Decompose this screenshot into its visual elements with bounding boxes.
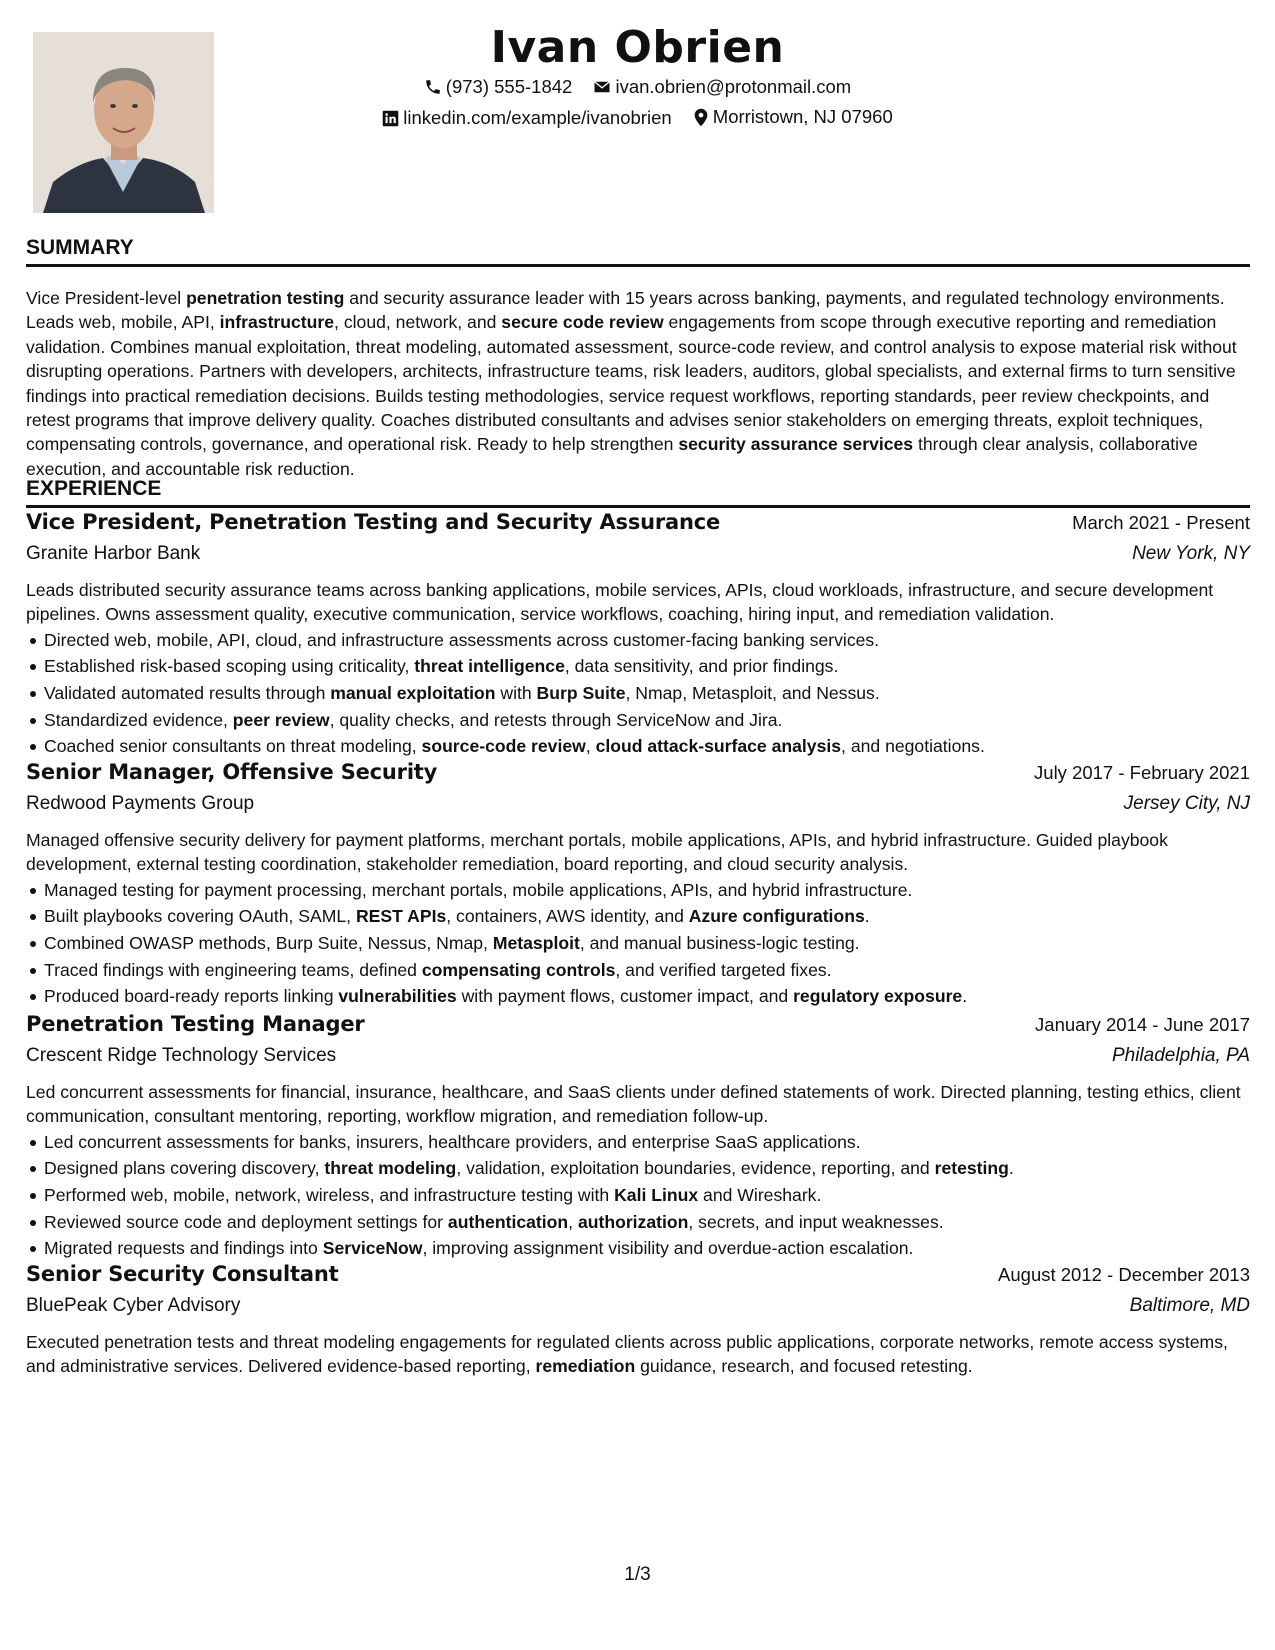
text-run: , quality checks, and retests through ServiceNow and Jira. <box>329 709 783 730</box>
job-title: Senior Security Consultant <box>26 1262 339 1286</box>
envelope-icon <box>593 78 611 96</box>
bullet-item <box>26 930 1250 957</box>
bold-keyword: secure code review <box>501 312 664 333</box>
text-run: , and negotiations. <box>841 736 985 757</box>
job-company: Crescent Ridge Technology Services <box>26 1045 337 1066</box>
bullet-item <box>26 903 1250 930</box>
bullet-item <box>26 1182 1250 1209</box>
job-dates: July 2017 - February 2021 <box>1034 762 1250 783</box>
job-company: BluePeak Cyber Advisory <box>26 1295 241 1316</box>
job-entry <box>26 760 1250 1010</box>
text-run: Established risk-based scoping using criticality, <box>44 656 415 677</box>
job-bullets <box>26 877 1250 1010</box>
job-bullets <box>26 627 1250 760</box>
linkedin-text: linkedin.com/example/ivanobrien <box>403 107 672 128</box>
job-header <box>26 510 1250 542</box>
job-company: Granite Harbor Bank <box>26 543 201 564</box>
text-run: Built playbooks covering OAuth, SAML, <box>44 906 356 927</box>
text-run: Executed penetration tests and threat modeling engagements for regulated clients across public applications, corporate networks, remote access systems, and administrative services. Delivered evidence-based reporting, <box>26 1332 1228 1377</box>
bold-keyword: penetration testing <box>186 288 345 308</box>
text-run: through clear analysis, collaborative execution, and accountable risk reduction. <box>26 434 1198 479</box>
text-run: Migrated requests and findings into <box>44 1238 323 1259</box>
text-run: Produced board-ready reports linking <box>44 986 339 1007</box>
page-number: 1/3 <box>624 1564 651 1585</box>
text-run: . <box>962 986 968 1007</box>
candidate-name: Ivan Obrien <box>490 22 785 73</box>
text-run: Designed plans covering discovery, <box>44 1158 325 1179</box>
text-run: Vice President-level <box>26 288 187 308</box>
phone-text: (973) 555-1842 <box>445 76 573 97</box>
bold-keyword: threat modeling <box>324 1158 457 1179</box>
job-location: New York, NY <box>1132 543 1250 564</box>
contact-line-2 <box>0 106 1275 132</box>
text-run: Managed testing for payment processing, merchant portals, mobile applications, APIs, and hybrid infrastructure. <box>44 879 913 900</box>
job-entry <box>26 1012 1250 1262</box>
job-entry <box>26 510 1250 760</box>
job-location: Jersey City, NJ <box>1123 793 1250 814</box>
job-title: Penetration Testing Manager <box>26 1012 365 1036</box>
bold-keyword: vulnerabilities <box>338 986 457 1007</box>
bold-keyword: manual exploitation <box>330 683 496 703</box>
text-run: Validated automated results through <box>44 683 331 703</box>
bold-keyword: remediation <box>535 1356 636 1377</box>
bullet-item <box>26 983 1250 1010</box>
bullet-item <box>26 1155 1250 1182</box>
text-run: , data sensitivity, and prior findings. <box>564 656 839 677</box>
text-run: and Wireshark. <box>698 1185 822 1205</box>
text-run: , secrets, and input weaknesses. <box>688 1211 944 1232</box>
bullet-item <box>26 877 1250 904</box>
job-bullets <box>26 1129 1250 1262</box>
email-text: ivan.obrien@protonmail.com <box>615 76 852 97</box>
bold-keyword: source-code review <box>421 736 586 757</box>
job-company: Redwood Payments Group <box>26 793 255 814</box>
bold-keyword: authentication <box>447 1211 569 1232</box>
bullet-item <box>26 1129 1250 1156</box>
text-run: with payment flows, customer impact, and <box>456 986 794 1007</box>
summary-heading: SUMMARY <box>26 236 1250 267</box>
text-run: , containers, AWS identity, and <box>446 906 689 927</box>
job-subheader <box>26 1294 1250 1326</box>
bold-keyword: REST APIs <box>355 906 447 927</box>
bullet-item <box>26 957 1250 984</box>
job-title: Vice President, Penetration Testing and Security Assurance <box>26 510 721 534</box>
job-description <box>26 1330 1250 1379</box>
bold-keyword: Metasploit <box>492 933 580 953</box>
text-run: Combined OWASP methods, Burp Suite, Nessus, Nmap, <box>44 933 493 953</box>
contact-phone[interactable] <box>424 76 573 98</box>
text-run: , Nmap, Metasploit, and Nessus. <box>625 683 880 703</box>
bold-keyword: peer review <box>232 709 330 730</box>
text-run: with <box>495 683 537 703</box>
bold-keyword: cloud attack-surface analysis <box>595 736 842 757</box>
job-subheader <box>26 792 1250 824</box>
map-pin-icon <box>693 108 709 127</box>
text-run: , and manual business-logic testing. <box>579 933 860 953</box>
contact-location <box>693 106 893 128</box>
job-dates: August 2012 - December 2013 <box>998 1264 1250 1285</box>
text-run: , cloud, network, and <box>334 312 502 333</box>
text-run: and security assurance leader with 15 years across banking, payments, and regulated technology environments. Leads web, mobile, API, <box>26 288 1225 333</box>
text-run: , validation, exploitation boundaries, evidence, reporting, and <box>456 1158 935 1179</box>
bullet-item <box>26 627 1250 654</box>
location-text: Morristown, NJ 07960 <box>712 106 893 127</box>
job-header <box>26 1262 1250 1294</box>
bullet-item <box>26 1209 1250 1236</box>
bold-keyword: Kali Linux <box>614 1185 699 1205</box>
text-run: . <box>864 906 870 927</box>
job-subheader <box>26 1044 1250 1076</box>
text-run: guidance, research, and focused retesting. <box>635 1356 973 1377</box>
bold-keyword: Burp Suite <box>536 683 626 703</box>
bold-keyword: Azure configurations <box>688 906 865 927</box>
job-description: Leads distributed security assurance teams across banking applications, mobile services, APIs, cloud workloads, infrastructure, and secure development pipelines. Owns assessment quality, executive communication, service workflows, coaching, hiring input, and remediation validation. <box>26 580 1214 625</box>
bold-keyword: security assurance services <box>678 434 914 455</box>
bold-keyword: authorization <box>577 1211 689 1232</box>
bullet-item <box>26 653 1250 680</box>
job-subheader <box>26 542 1250 574</box>
job-title: Senior Manager, Offensive Security <box>26 760 438 784</box>
job-header <box>26 760 1250 792</box>
bullet-item <box>26 1235 1250 1262</box>
text-run: Coached senior consultants on threat modeling, <box>44 736 422 757</box>
text-run: . <box>1008 1158 1014 1179</box>
text-run: Standardized evidence, <box>44 709 233 730</box>
bold-keyword: compensating controls <box>421 959 616 980</box>
job-header <box>26 1012 1250 1044</box>
bold-keyword: regulatory exposure <box>793 986 963 1007</box>
contact-line-1 <box>0 76 1275 101</box>
text-run: Directed web, mobile, API, cloud, and infrastructure assessments across customer-facing banking services. <box>44 629 880 650</box>
bullet-item <box>26 733 1250 760</box>
phone-icon <box>424 78 442 96</box>
text-run: Traced findings with engineering teams, defined <box>44 959 422 980</box>
experience-heading: EXPERIENCE <box>26 477 1250 508</box>
text-run: , and verified targeted fixes. <box>615 959 832 980</box>
bullet-item <box>26 707 1250 734</box>
text-run: Led concurrent assessments for banks, insurers, healthcare providers, and enterprise SaaS applications. <box>44 1131 861 1152</box>
text-run: , <box>585 736 596 757</box>
job-description: Managed offensive security delivery for payment platforms, merchant portals, mobile applications, APIs, and hybrid infrastructure. Guided playbook development, external testing coordination, stakeholder remediation, board reporting, and cloud security analysis. <box>26 830 1168 875</box>
job-location: Baltimore, MD <box>1129 1295 1250 1316</box>
text-run: , <box>568 1211 578 1232</box>
contact-email[interactable] <box>593 76 851 98</box>
bold-keyword: threat intelligence <box>414 656 565 677</box>
bullet-item <box>26 680 1250 707</box>
bold-keyword: retesting <box>934 1158 1009 1179</box>
text-run: engagements from scope through executive reporting and remediation validation. Combines manual exploitation, threat modeling, automated assessment, source-code review, and control analysis to expose material risk without disrupting operations. Partners with developers, architects, infrastructure teams, risk leaders, auditors, global specialists, and external firms to turn sensitive findings into practical remediation decisions. Builds testing methodologies, service request workflows, reporting standards, peer review checkpoints, and retest programs that improve delivery quality. Coaches distributed consultants and advises senior stakeholders on emerging threats, exploit techniques, compensating controls, governance, and operational risk. Ready to help strengthen <box>26 312 1237 455</box>
text-run: Reviewed source code and deployment settings for <box>44 1211 448 1232</box>
text-run: Performed web, mobile, network, wireless, and infrastructure testing with <box>44 1185 615 1205</box>
bold-keyword: ServiceNow <box>322 1238 423 1259</box>
job-location: Philadelphia, PA <box>1111 1045 1250 1066</box>
summary-paragraph <box>26 286 1256 481</box>
contact-linkedin[interactable] <box>382 107 671 129</box>
job-dates: January 2014 - June 2017 <box>1035 1014 1250 1035</box>
job-dates: March 2021 - Present <box>1072 512 1250 533</box>
linkedin-icon <box>382 110 399 127</box>
text-run: , improving assignment visibility and overdue-action escalation. <box>422 1238 914 1259</box>
job-description: Led concurrent assessments for financial, insurance, healthcare, and SaaS clients under defined statements of work. Directed planning, testing ethics, client communication, consultant mentoring, reporting, workflow migration, and remediation follow-up. <box>26 1082 1241 1127</box>
job-entry <box>26 1262 1250 1379</box>
bold-keyword: infrastructure <box>219 312 335 333</box>
